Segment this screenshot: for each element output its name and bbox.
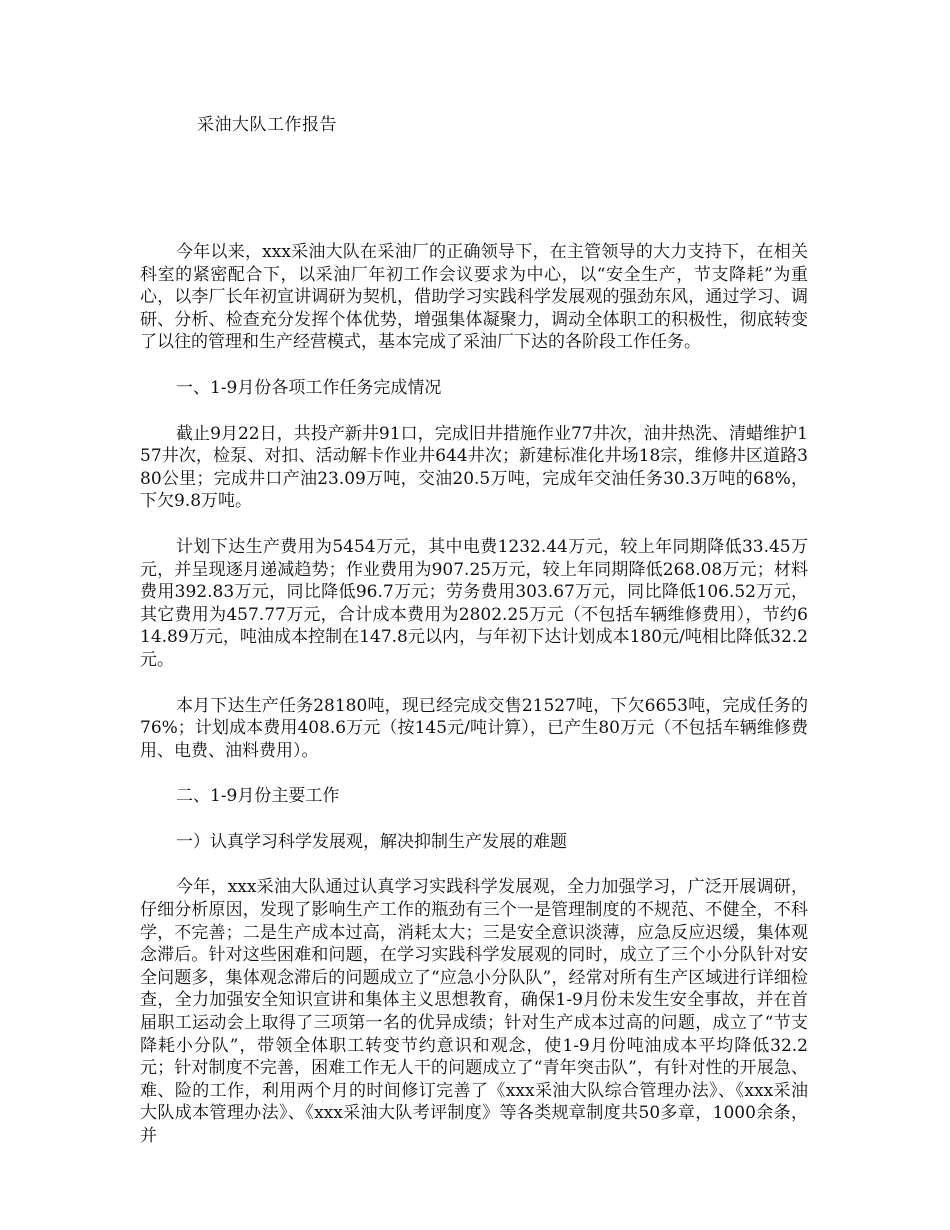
section2-heading: 二、1-9月份主要工作	[176, 786, 340, 807]
document-title: 采油大队工作报告	[197, 115, 337, 135]
document-body	[140, 241, 808, 1171]
section1-paragraph-2: 计划下达生产费用为5454万元，其中电费1232.44万元，较上年同期降低33.45万元，并呈现逐月递减趋势；作业费用为907.25万元，较上年同期降低268.08万元；材料费用392.83万元，同比降低96.7万元；劳务费用303.67万元，同比降低106.52万元，其它费用为457.77万元，合计成本费用为2802.25万元（不包括车辆维修费用），节约614.89万元，吨油成本控制在147.8元以内，与年初下达计划成本180元/吨相比降低32.2元。	[140, 536, 808, 670]
intro-paragraph: 今年以来，xxx采油大队在采油厂的正确领导下，在主管领导的大力支持下，在相关科室的紧密配合下，以采油厂年初工作会议要求为中心，以“安全生产，节支降耗”为重心，以李厂长年初宣讲调研为契机，借助学习实践科学发展观的强劲东风，通过学习、调研、分析、检查充分发挥个体优势，增强集体凝聚力，调动全体职工的积极性，彻底转变了以往的管理和生产经营模式，基本完成了采油厂下达的各阶段工作任务。	[140, 242, 808, 353]
section1-heading: 一、1-9月份各项工作任务完成情况	[176, 377, 442, 398]
section1-paragraph-1: 截止9月22日，共投产新井91口，完成旧井措施作业77井次，油井热洗、清蜡维护157井次，检泵、对扣、活动解卡作业井644井次；新建标准化井场18宗，维修井区道路380公里；完成井口产油23.09万吨，交油20.5万吨，完成年交油任务30.3万吨的68%，下欠9.8万吨。	[140, 423, 808, 512]
subsection1-paragraph: 今年，xxx采油大队通过认真学习实践科学发展观，全力加强学习，广泛开展调研，仔细分析原因，发现了影响生产工作的瓶劲有三个一是管理制度的不规范、不健全，不科学，不完善；二是生产成本过高，消耗太大；三是安全意识淡薄，应急反应迟缓，集体观念滞后。针对这些困难和问题，在学习实践科学发展观的同时，成立了三个小分队针对安全问题多，集体观念滞后的问题成立了“应急小分队队”，经常对所有生产区域进行详细检查，全力加强安全知识宣讲和集体主义思想教育，确保1-9月份未发生安全事故，并在首届职工运动会上取得了三项第一名的优异成绩；针对生产成本过高的问题，成立了“节支降耗小分队”，带领全体职工转变节约意识和观念，使1-9月份吨油成本平均降低32.2元；针对制度不完善，困难工作无人干的问题成立了“青年突击队”，有针对性的开展急、难、险的工作，利用两个月的时间修订完善了《xxx采油大队综合管理办法》、《xxx采油大队成本管理办法》、《xxx采油大队考评制度》等各类规章制度共50多章，1000余条，并	[140, 877, 808, 1146]
subsection1-heading: 一）认真学习科学发展观，解决抑制生产发展的难题	[176, 831, 567, 852]
section1-paragraph-3: 本月下达生产任务28180吨，现已经完成交售21527吨，下欠6653吨，完成任务的76%；计划成本费用408.6万元（按145元/吨计算），已产生80万元（不包括车辆维修费用、电费、油料费用）。	[140, 695, 808, 761]
